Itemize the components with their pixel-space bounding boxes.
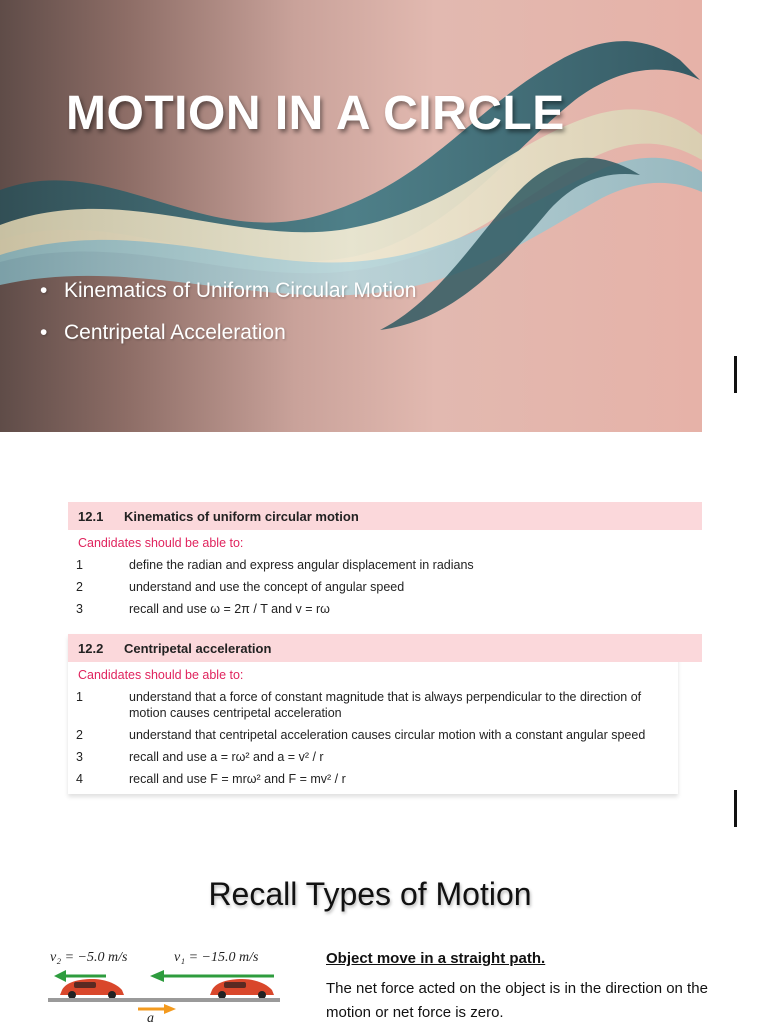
learning-outcome: 1 understand that a force of constant magnitude that is always perpendicular to the direction of motion causes centripetal acceleration	[76, 690, 642, 720]
velocity-arrow-icon	[150, 970, 274, 982]
car-icon	[60, 979, 124, 999]
candidates-label: Candidates should be able to:	[78, 668, 244, 682]
text-cursor-icon	[734, 356, 737, 393]
syllabus-section	[68, 634, 678, 794]
bullet-icon: •	[40, 321, 48, 344]
syllabus-table	[68, 502, 702, 794]
syllabus-section	[68, 502, 702, 620]
section-title: Centripetal acceleration	[124, 640, 272, 656]
learning-outcome: 1 define the radian and express angular displacement in radians	[76, 558, 474, 572]
slide-title: MOTION IN A CIRCLE	[66, 87, 565, 140]
text-cursor-icon	[734, 790, 737, 827]
cars-diagram	[44, 945, 294, 1024]
title-slide	[0, 0, 702, 432]
slide-title: Recall Types of Motion	[208, 876, 532, 912]
velocity-label: v₁ = −15.0 m/s	[174, 950, 259, 965]
motion-heading: Object move in a straight path.	[326, 950, 546, 967]
car-icon	[210, 979, 274, 999]
ribbon-background-illustration	[0, 0, 702, 432]
motion-description	[326, 950, 746, 1025]
learning-outcome: 3 recall and use ω = 2π / T and v = rω	[76, 602, 330, 616]
section-number: 12.2	[78, 640, 104, 656]
section-header	[68, 634, 702, 662]
motion-explanation: The net force acted on the object is in the direction on the motion or net force is zero.	[326, 980, 708, 1021]
velocity-label: v₂ = −5.0 m/s	[50, 950, 128, 965]
learning-outcome: 3 recall and use a = rω² and a = v² / r	[76, 750, 324, 764]
acceleration-label: a	[147, 1011, 154, 1026]
topic-item: • Centripetal Acceleration	[40, 312, 416, 354]
straight-line-motion-figure	[44, 945, 294, 1024]
candidates-label: Candidates should be able to:	[78, 536, 244, 550]
learning-outcome: 2 understand that centripetal acceleration causes circular motion with a constant angular speed	[76, 728, 646, 742]
section-header	[68, 502, 702, 530]
acceleration-arrow-icon	[138, 1004, 176, 1014]
topic-list	[40, 270, 416, 354]
road-line	[48, 998, 280, 1002]
section-number: 12.1	[78, 508, 104, 524]
section-title: Kinematics of uniform circular motion	[124, 508, 359, 524]
learning-outcome: 2 understand and use the concept of angular speed	[76, 580, 405, 594]
topic-item: • Kinematics of Uniform Circular Motion	[40, 270, 416, 312]
bullet-icon: •	[40, 279, 48, 302]
learning-outcome: 4 recall and use F = mrω² and F = mv² / r	[76, 772, 346, 786]
